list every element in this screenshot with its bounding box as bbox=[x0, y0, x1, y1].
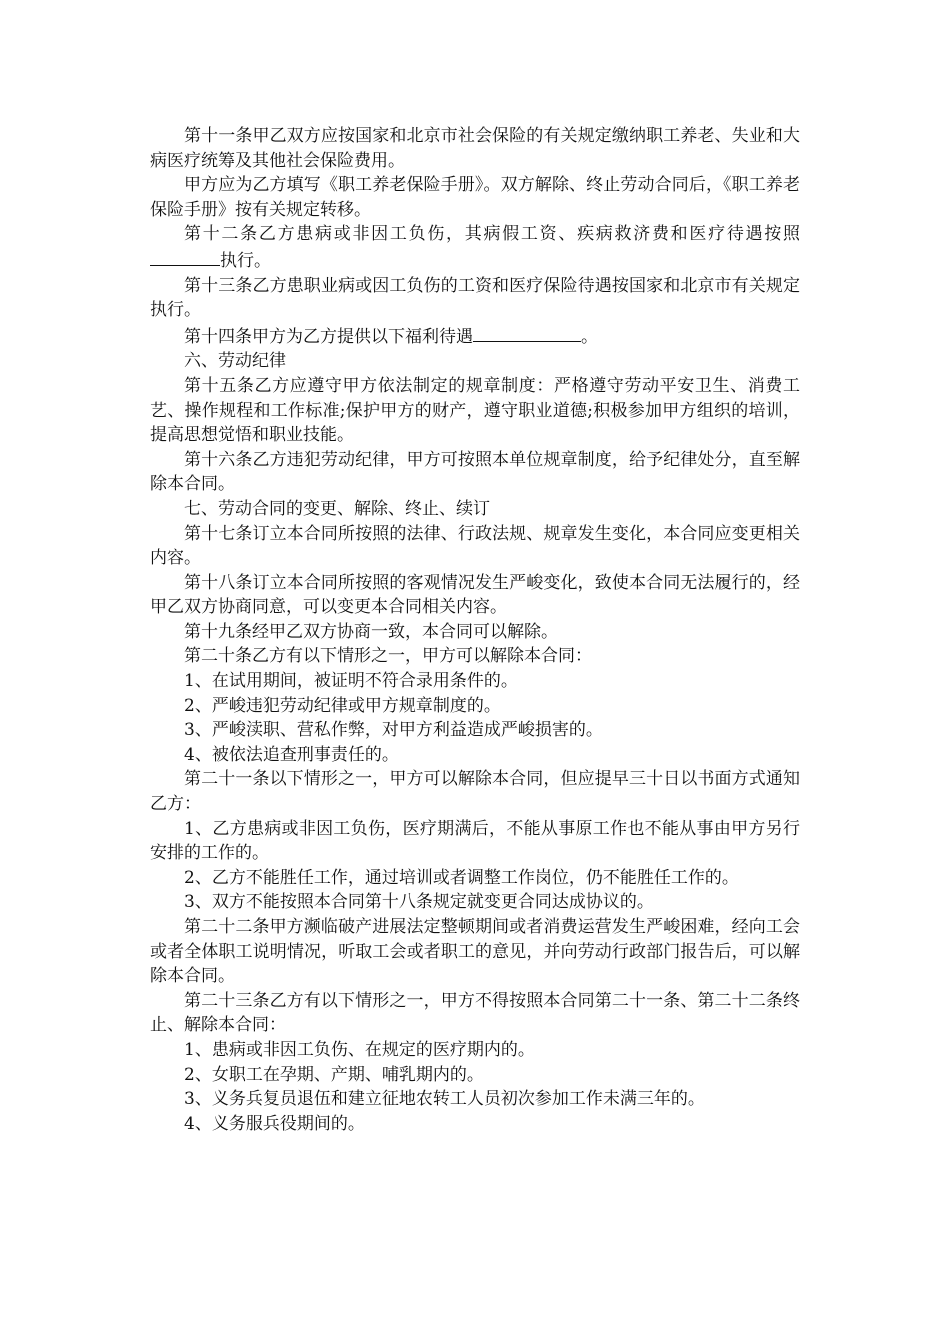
fill-in-blank bbox=[150, 247, 220, 266]
paragraph-article-16: 第十六条乙方违犯劳动纪律，甲方可按照本单位规章制度，给予纪律处分，直至解除本合同。 bbox=[150, 449, 800, 495]
section-heading-labor-discipline: 六、劳动纪律 bbox=[184, 351, 286, 372]
paragraph-article-22: 第二十二条甲方濒临破产进展法定整顿期间或者消费运营发生严峻困难，经向工会或者全体职工说明情况，听取工会或者职工的意见，并向劳动行政部门报告后，可以解除本合同。 bbox=[150, 917, 800, 987]
fill-in-blank bbox=[473, 323, 581, 342]
paragraph-article-12 bbox=[150, 222, 800, 273]
list-item: 1、患病或非因工负伤、在规定的医疗期内的。 bbox=[184, 1039, 535, 1060]
paragraph-article-20: 第二十条乙方有以下情形之一，甲方可以解除本合同： bbox=[184, 646, 592, 667]
paragraph-article-13: 第十三条乙方患职业病或因工负伤的工资和医疗保险待遇按国家和北京市有关规定执行。 bbox=[150, 275, 800, 321]
paragraph-article-11: 第十一条甲乙双方应按国家和北京市社会保险的有关规定缴纳职工养老、失业和大病医疗统筹及其他社会保险费用。 bbox=[150, 126, 800, 171]
list-item: 2、女职工在孕期、产期、哺乳期内的。 bbox=[184, 1064, 484, 1085]
paragraph-article-23: 第二十三条乙方有以下情形之一，甲方不得按照本合同第二十一条、第二十二条终止、解除本合同： bbox=[150, 990, 800, 1036]
paragraph-article-19: 第十九条经甲乙双方协商一致，本合同可以解除。 bbox=[184, 621, 558, 642]
paragraph-article-21: 第二十一条以下情形之一，甲方可以解除本合同，但应提早三十日以书面方式通知乙方： bbox=[150, 769, 800, 815]
list-item: 2、严峻违犯劳动纪律或甲方规章制度的。 bbox=[184, 695, 501, 716]
article-14-text: 第十四条甲方为乙方提供以下福利待遇 bbox=[184, 326, 473, 347]
paragraph-article-14 bbox=[150, 323, 800, 350]
list-item: 3、义务兵复员退伍和建立征地农转工人员初次参加工作未满三年的。 bbox=[184, 1089, 705, 1110]
list-item: 1、乙方患病或非因工负伤，医疗期满后，不能从事原工作也不能从事由甲方另行安排的工作的。 bbox=[150, 818, 800, 864]
article-14-suffix: 。 bbox=[581, 326, 598, 347]
article-12-suffix: 执行。 bbox=[220, 250, 271, 271]
paragraph-pension-handbook: 甲方应为乙方填写《职工养老保险手册》。双方解除、终止劳动合同后，《职工养老保险手册》按有关规定转移。 bbox=[150, 175, 800, 220]
section-heading-contract-changes: 七、劳动合同的变更、解除、终止、续订 bbox=[184, 498, 490, 519]
article-12-text: 第十二条乙方患病或非因工负伤，其病假工资、疾病救济费和医疗待遇按照 bbox=[184, 224, 800, 245]
document-page bbox=[150, 124, 800, 1136]
list-item: 4、被依法追查刑事责任的。 bbox=[184, 744, 399, 765]
list-item: 3、严峻渎职、营私作弊，对甲方利益造成严峻损害的。 bbox=[184, 720, 603, 741]
paragraph-article-17: 第十七条订立本合同所按照的法律、行政法规、规章发生变化，本合同应变更相关内容。 bbox=[150, 523, 800, 569]
paragraph-article-18: 第十八条订立本合同所按照的客观情况发生严峻变化，致使本合同无法履行的，经甲乙双方协商同意，可以变更本合同相关内容。 bbox=[150, 572, 800, 618]
list-item: 4、义务服兵役期间的。 bbox=[184, 1113, 365, 1134]
paragraph-article-15: 第十五条乙方应遵守甲方依法制定的规章制度：严格遵守劳动平安卫生、消费工艺、操作规程和工作标准;保护甲方的财产，遵守职业道德;积极参加甲方组织的培训，提高思想觉悟和职业技能。 bbox=[150, 375, 800, 446]
list-item: 3、双方不能按照本合同第十八条规定就变更合同达成协议的。 bbox=[184, 892, 654, 913]
list-item: 2、乙方不能胜任工作，通过培训或者调整工作岗位，仍不能胜任工作的。 bbox=[184, 867, 739, 888]
list-item: 1、在试用期间，被证明不符合录用条件的。 bbox=[184, 671, 518, 692]
